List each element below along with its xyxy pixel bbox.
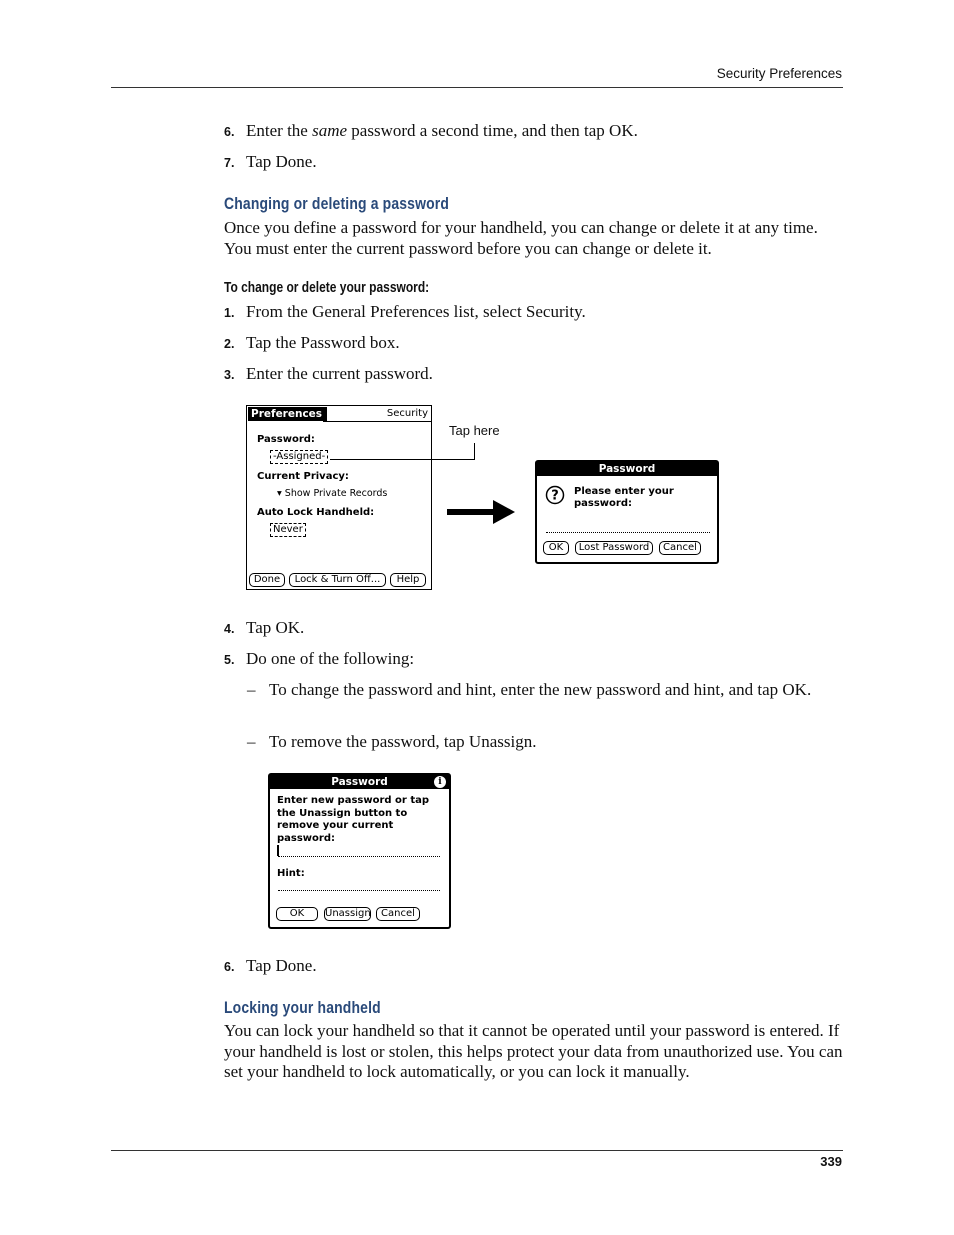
- ok-button[interactable]: OK: [276, 907, 318, 921]
- step-4: [224, 618, 304, 639]
- cancel-button[interactable]: Cancel: [376, 907, 420, 921]
- info-icon[interactable]: i: [434, 776, 446, 788]
- svg-text:?: ?: [551, 488, 559, 504]
- section-paragraph: You can lock your handheld so that it cannot be operated until your password is entered. If your handheld is lost or stolen, this helps protect your data from unauthorized use. You can set your handheld to lock automatically, or you can lock it manually.: [224, 1021, 843, 1081]
- step-number: 6.: [224, 125, 235, 139]
- step-2: [224, 333, 400, 354]
- dialog-title: Password: [537, 462, 717, 476]
- hint-field[interactable]: [278, 890, 440, 891]
- step-6-enter-same: [224, 121, 638, 142]
- screen-title: Preferences: [248, 407, 327, 421]
- step-number: 5.: [224, 653, 235, 667]
- running-header: Security Preferences: [716, 66, 842, 81]
- triangle-down-icon: ▾: [277, 488, 285, 499]
- callout-line: [330, 459, 474, 460]
- dash-bullet: –: [247, 680, 256, 699]
- hint-label: Hint:: [277, 868, 305, 879]
- dialog-title: Password: [270, 775, 449, 789]
- step-number: 3.: [224, 368, 235, 382]
- step-number: 6.: [224, 960, 235, 974]
- new-password-field[interactable]: [278, 856, 440, 857]
- step-text: Tap OK.: [246, 618, 305, 637]
- section-heading-changing-password: Changing or deleting a password: [224, 194, 450, 213]
- step-number: 1.: [224, 306, 235, 320]
- dialog-message: Please enter your password:: [574, 486, 674, 509]
- procedure-heading: To change or delete your password:: [224, 279, 430, 296]
- privacy-label: Current Privacy:: [257, 471, 349, 482]
- category-picker[interactable]: Security: [386, 408, 428, 419]
- callout-line-vertical: [474, 443, 475, 460]
- autolock-box[interactable]: Never: [270, 523, 306, 537]
- step-number: 7.: [224, 156, 235, 170]
- done-button[interactable]: Done: [249, 573, 285, 587]
- step-text-emphasis: same: [312, 121, 348, 140]
- question-icon: [545, 485, 565, 505]
- step-7-tap-done: [224, 152, 317, 173]
- page-number: 339: [820, 1154, 842, 1169]
- option-text: To remove the password, tap Unassign.: [269, 732, 537, 751]
- section-heading-locking: Locking your handheld: [224, 998, 381, 1017]
- step-number: 4.: [224, 622, 235, 636]
- header-rule: [111, 87, 843, 88]
- step-text-post: password a second time, and then tap OK.: [347, 121, 638, 140]
- password-dialog: [535, 460, 719, 564]
- preferences-screen: [246, 405, 432, 590]
- step-text: Tap Done.: [246, 152, 317, 171]
- cancel-button[interactable]: Cancel: [659, 541, 701, 555]
- step-number: 2.: [224, 337, 235, 351]
- callout-label: Tap here: [449, 423, 500, 438]
- unassign-button[interactable]: Unassign: [325, 908, 371, 919]
- step-1: [224, 302, 586, 323]
- lock-turn-off-button[interactable]: Lock & Turn Off...: [289, 573, 386, 587]
- step-text: Tap the Password box.: [246, 333, 400, 352]
- option-change-password: [247, 680, 827, 701]
- password-label: Password:: [257, 434, 315, 445]
- help-button[interactable]: Help: [390, 573, 426, 587]
- footer-rule: [111, 1150, 843, 1151]
- privacy-picker[interactable]: [277, 488, 387, 499]
- dialog-message: Enter new password or tap the Unassign button to remove your current password:: [277, 795, 430, 844]
- option-remove-password: [247, 732, 827, 753]
- option-text: To change the password and hint, enter the new password and hint, and tap OK.: [269, 680, 812, 699]
- password-entry-field[interactable]: [546, 532, 710, 533]
- step-text: From the General Preferences list, select Security.: [246, 302, 586, 321]
- step-text: Tap Done.: [246, 956, 317, 975]
- autolock-label: Auto Lock Handheld:: [257, 507, 375, 518]
- ok-button[interactable]: OK: [543, 541, 569, 555]
- new-password-dialog: [268, 773, 451, 929]
- title-underline: [323, 421, 431, 422]
- lost-password-button[interactable]: Lost Password: [575, 541, 653, 555]
- step-text-pre: Enter the: [246, 121, 313, 140]
- step-text: Do one of the following:: [246, 649, 415, 668]
- step-text: Enter the current password.: [246, 364, 433, 383]
- step-3: [224, 364, 433, 385]
- step-5: [224, 649, 414, 670]
- text-cursor: [277, 845, 279, 856]
- right-arrow-icon: [447, 498, 517, 528]
- section-paragraph: Once you define a password for your handheld, you can change or delete it at any time. You must enter the current password before you can change or delete it.: [224, 218, 818, 258]
- password-box[interactable]: -Assigned-: [270, 450, 328, 464]
- dash-bullet: –: [247, 732, 256, 751]
- privacy-value: Show Private Records: [284, 488, 388, 499]
- step-6-tap-done: [224, 956, 317, 977]
